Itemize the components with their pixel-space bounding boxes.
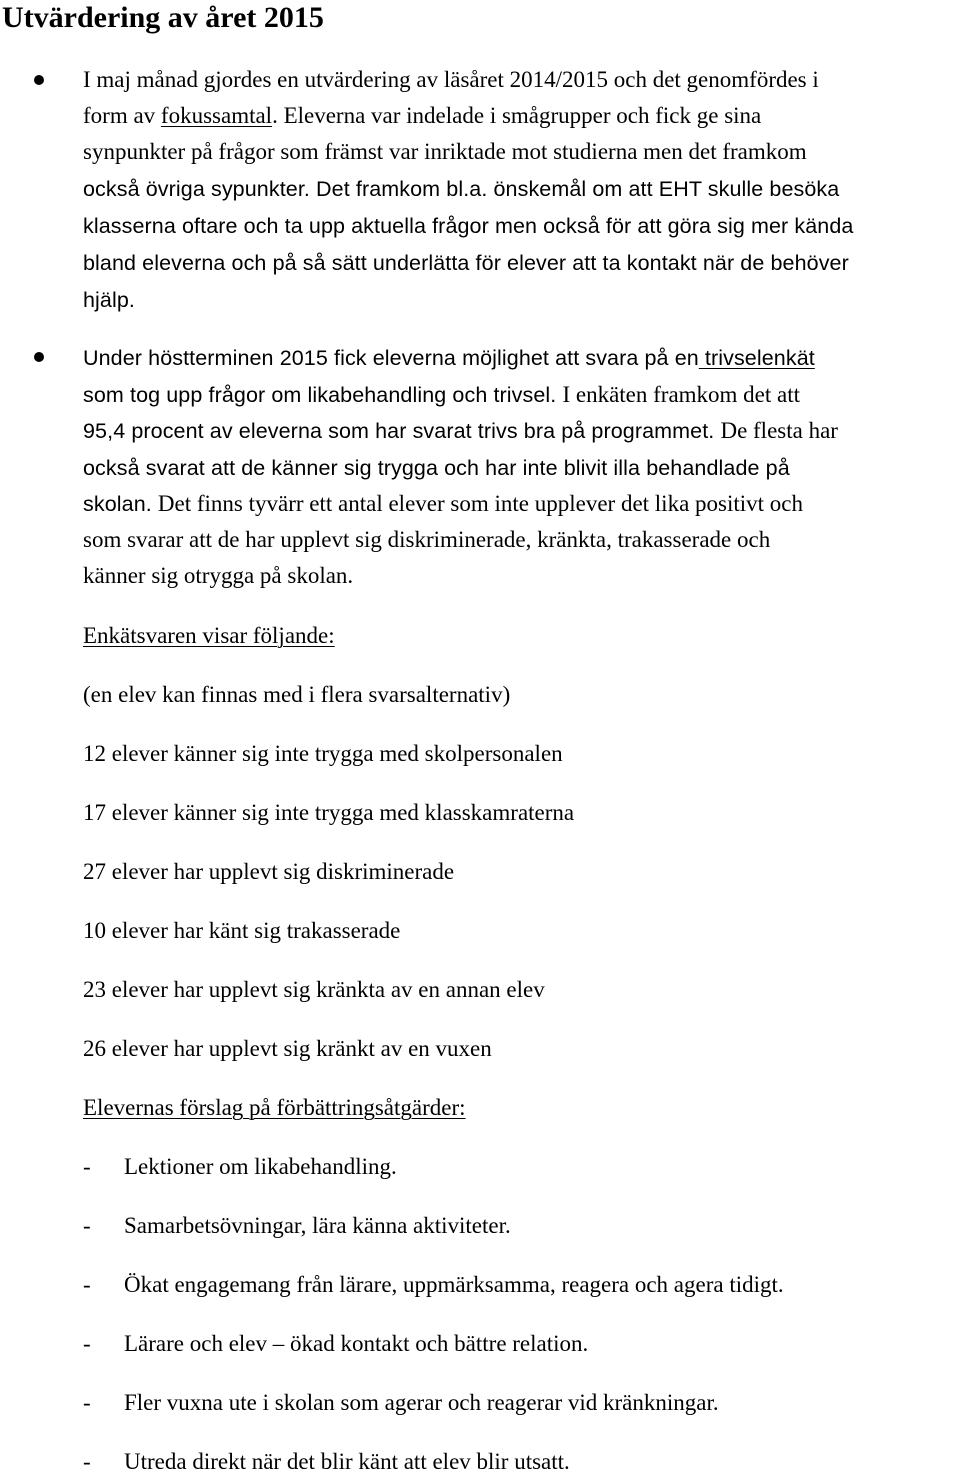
paragraph-line	[83, 377, 800, 413]
survey-result: 23 elever har upplevt sig kränkta av en annan elev	[83, 977, 545, 1002]
survey-result: 12 elever känner sig inte trygga med skolpersonalen	[83, 741, 563, 766]
text-span: som tog upp frågor om likabehandling och trivsel.	[83, 383, 563, 407]
paragraph-line: också övriga sypunkter. Det framkom bl.a. önskemål om att EHT skulle besöka	[83, 177, 840, 201]
text-span: . Eleverna var indelade i smågrupper och fick ge sina	[272, 103, 762, 128]
proposal-item: Fler vuxna ute i skolan som agerar och reagerar vid kränkningar.	[124, 1390, 719, 1415]
list-dash: -	[83, 1390, 91, 1415]
bullet-dot-icon	[34, 352, 44, 362]
paragraph-line: klasserna oftare och ta upp aktuella frågor men också för att göra sig mer kända	[83, 214, 854, 238]
list-dash: -	[83, 1154, 91, 1179]
survey-result: 17 elever känner sig inte trygga med klasskamraterna	[83, 800, 575, 825]
survey-result: 26 elever har upplevt sig kränkt av en vuxen	[83, 1036, 492, 1061]
text-span: De flesta har	[720, 418, 838, 443]
list-dash: -	[83, 1449, 91, 1474]
proposal-item: Lektioner om likabehandling.	[124, 1154, 397, 1179]
survey-heading: Enkätsvaren visar följande:	[83, 623, 335, 648]
paragraph-line	[83, 340, 815, 376]
paragraph-line	[83, 413, 838, 449]
text-span: Under höstterminen 2015 fick eleverna möjlighet att svara på en	[83, 346, 699, 370]
paragraph-line: känner sig otrygga på skolan.	[83, 563, 354, 588]
paragraph-line: hjälp.	[83, 288, 135, 312]
paragraph-line: som svarar att de har upplevt sig diskriminerade, kränkta, trakasserade och	[83, 527, 771, 552]
page-title: Utvärdering av året 2015	[2, 1, 324, 34]
proposals-heading: Elevernas förslag på förbättringsåtgärder:	[83, 1095, 466, 1120]
list-dash: -	[83, 1331, 91, 1356]
paragraph-line: bland eleverna och på så sätt underlätta för elever att ta kontakt när de behöver	[83, 251, 849, 275]
proposal-item: Utreda direkt när det blir känt att elev blir utsatt.	[124, 1449, 570, 1474]
text-span: form av	[83, 103, 161, 128]
text-span: Det finns tyvärr ett antal elever som inte upplever det lika positivt och	[157, 491, 803, 516]
survey-note: (en elev kan finnas med i flera svarsalternativ)	[83, 682, 511, 707]
trivselenkat-link[interactable]: trivselenkät	[698, 346, 815, 370]
text-span: I enkäten framkom det att	[562, 382, 801, 407]
paragraph-line	[83, 98, 761, 134]
bullet-dot-icon	[34, 75, 44, 85]
survey-result: 10 elever har känt sig trakasserade	[83, 918, 401, 943]
paragraph-line: också svarat att de känner sig trygga och har inte blivit illa behandlade på	[83, 456, 790, 480]
fokussamtal-link[interactable]: fokussamtal	[160, 103, 273, 128]
survey-result: 27 elever har upplevt sig diskriminerade	[83, 859, 455, 884]
proposal-item: Samarbetsövningar, lära känna aktiviteter.	[124, 1213, 511, 1238]
paragraph-line: I maj månad gjordes en utvärdering av läsåret 2014/2015 och det genomfördes i	[83, 67, 819, 92]
proposal-item: Lärare och elev – ökad kontakt och bättre relation.	[124, 1331, 589, 1356]
text-span: skolan.	[83, 492, 158, 516]
paragraph-line	[83, 486, 803, 522]
paragraph-line: synpunkter på frågor som främst var inriktade mot studierna men det framkom	[83, 139, 807, 164]
list-dash: -	[83, 1213, 91, 1238]
list-dash: -	[83, 1272, 91, 1297]
proposal-item: Ökat engagemang från lärare, uppmärksamma, reagera och agera tidigt.	[124, 1272, 784, 1297]
text-span: 95,4 procent av eleverna som har svarat trivs bra på programmet.	[83, 419, 721, 443]
